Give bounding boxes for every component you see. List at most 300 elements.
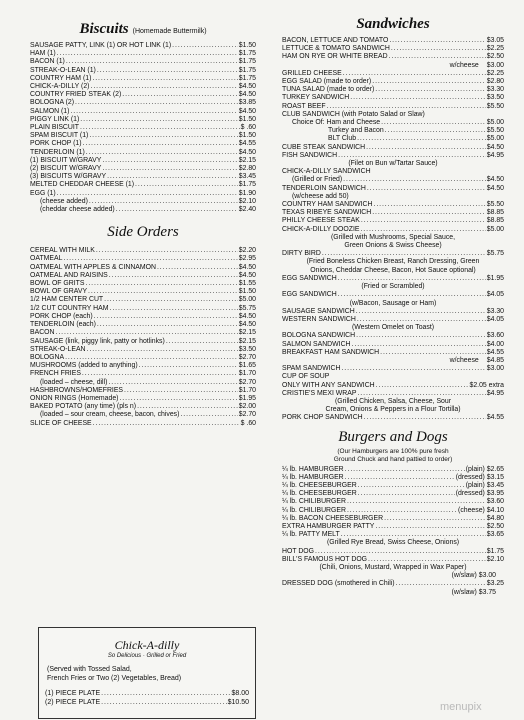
leader-dots (338, 291, 486, 299)
burgers-note (282, 448, 504, 464)
menu-item-name: CLUB SANDWICH (with Potato Salad or Slaw) (282, 110, 425, 118)
menu-item-name: HAM (1) (30, 50, 56, 58)
leader-dots (104, 296, 238, 304)
menu-item-price: $4.05 (486, 291, 504, 299)
menu-item-name: (1) PIECE PLATE (45, 690, 101, 697)
menu-item-name: COUNTRY FRIED STEAK (2) (30, 91, 122, 99)
leader-dots (345, 474, 455, 482)
menu-item-price: $4.50 (238, 148, 256, 156)
menu-item-row (30, 264, 256, 272)
leader-dots (119, 395, 237, 403)
menu-item-row (282, 78, 504, 86)
menu-item-name: Cream, Onions & Peppers in a Flour Tortilla) (325, 406, 461, 414)
menu-item-row (30, 272, 256, 280)
leader-dots (66, 58, 238, 66)
menu-item-row (282, 548, 504, 556)
sandwiches-title: Sandwiches (356, 16, 430, 32)
menu-item-price: $2.25 (486, 45, 504, 53)
menu-item-name: BOLOGNA (2) (30, 99, 75, 107)
menu-item-name: BACON, LETTUCE AND TOMATO (282, 37, 389, 44)
leader-dots (350, 94, 485, 102)
leader-dots (357, 135, 486, 143)
menu-item-name: (1) BISCUIT W/GRAVY (30, 156, 102, 164)
menu-item-price: $1.75 (238, 58, 256, 66)
leader-dots (480, 357, 486, 365)
leader-dots (341, 365, 485, 373)
menu-item-row (30, 247, 256, 255)
menu-item-price: $2.40 (238, 206, 256, 214)
menu-item-row (282, 498, 504, 506)
leader-dots (396, 580, 486, 588)
menu-item-row (30, 379, 256, 387)
leader-dots (343, 176, 486, 184)
menu-item-name: (Filet on Bun w/Tartar Sauce) (348, 160, 438, 168)
menu-item-price: $4.95 (486, 389, 504, 397)
menu-item-price: $4.50 (238, 91, 256, 99)
menu-item-name: OATMEAL WITH APPLES & CINNAMON (30, 263, 156, 271)
leader-dots (360, 226, 485, 234)
menu-item-row (282, 127, 504, 135)
menu-item-price: $2.80 (238, 165, 256, 173)
menu-item-name: ¼ lb. BACON CHEESEBURGER (282, 514, 384, 522)
menu-item-row (45, 698, 249, 707)
menu-item-row (282, 291, 504, 299)
menu-item-row (282, 258, 504, 266)
menu-item-price: $2.00 (238, 403, 256, 411)
menu-item-price: $10.50 (227, 699, 249, 706)
menu-item-price: $3.60 (486, 332, 504, 340)
menu-item-row (30, 83, 256, 91)
burgers-note-line: (Our Hamburgers are 100% pure fresh (337, 447, 449, 455)
leader-dots (389, 53, 486, 61)
menu-item-name: PHILLY CHEESE STEAK (282, 217, 360, 225)
leader-dots (391, 45, 486, 53)
leader-dots (366, 144, 486, 152)
menu-item-name: (w/slaw) $3.75 (451, 588, 496, 596)
leader-dots (480, 62, 486, 70)
leader-dots (172, 42, 238, 50)
leader-dots (315, 548, 486, 556)
leader-dots (139, 362, 238, 370)
menu-item-name: COUNTRY HAM (1) (30, 74, 92, 82)
menu-item-price: $3.00 (486, 61, 504, 69)
menu-item-row (30, 370, 256, 378)
leader-dots (381, 119, 486, 127)
leader-dots (375, 523, 485, 531)
menu-item-row (282, 300, 504, 308)
leader-dots (350, 193, 503, 201)
menu-item-name: BACON (1) (30, 58, 65, 66)
menu-item-name: CRISTIE'S MEXI WRAP (282, 389, 357, 397)
menu-item-row (282, 62, 504, 70)
menu-item-name: (loaded – sour cream, cheese, bacon, chives) (40, 411, 180, 419)
menu-item-name: Choice Of: Ham and Cheese (292, 119, 381, 127)
menu-item-price: $5.50 (486, 201, 504, 209)
menu-item-price: $4.95 (486, 151, 504, 159)
menu-item-row (282, 283, 504, 291)
menu-item-name: (loaded – cheese, dill) (40, 378, 108, 386)
menu-item-price: $4.55 (486, 348, 504, 356)
menu-item-row (282, 341, 504, 349)
menu-item-row (282, 466, 504, 474)
menu-item-row (30, 190, 256, 198)
menu-item-price: $4.50 (238, 263, 256, 271)
menu-item-price: $1.75 (238, 74, 256, 82)
menu-item-price: $5.75 (486, 250, 504, 258)
menu-item-row (30, 346, 256, 354)
leader-dots (57, 190, 238, 198)
menu-item-price: $4.00 (486, 340, 504, 348)
menu-item-name: ¼ lb. CHEESEBURGER (282, 490, 357, 498)
menu-item-name: BOWL OF GRITS (30, 280, 85, 288)
menu-item-name: PORK CHOP (each) (30, 312, 93, 320)
menu-item-name: BREAKFAST HAM SANDWICH (282, 348, 380, 356)
menu-item-name: SPAM BISCUIT (1) (30, 132, 89, 140)
menu-item-name: COUNTRY HAM SANDWICH (282, 201, 373, 209)
menu-item-row (282, 250, 504, 258)
leader-dots (180, 411, 237, 419)
menu-item-price: $3.05 (486, 37, 504, 44)
menu-item-price: $3.60 (486, 498, 504, 506)
menu-item-price: $1.55 (238, 280, 256, 288)
leader-dots (373, 201, 485, 209)
leader-dots (80, 124, 240, 132)
menu-item-price: $4.80 (486, 514, 504, 522)
chickadilly-logo: Chick-A-dilly (114, 638, 180, 652)
menu-item-row (30, 124, 256, 132)
leader-dots (97, 321, 238, 329)
leader-dots (101, 689, 230, 698)
leader-dots (368, 556, 486, 564)
menu-item-price: $ .60 (240, 419, 256, 427)
menu-item-price: (dressed) $3.95 (455, 490, 504, 498)
leader-dots (93, 420, 240, 428)
menu-item-name: (2) PIECE PLATE (45, 699, 101, 706)
menu-item-name: ¼ lb. HAMBURGER (282, 473, 344, 481)
menu-item-name: LETTUCE & TOMATO SANDWICH (282, 45, 390, 53)
menu-item-price: $3.50 (238, 345, 256, 353)
menu-item-price: $ .60 (240, 124, 256, 132)
leader-dots (116, 206, 238, 214)
menu-item-row (30, 338, 256, 346)
menu-item-row (30, 165, 256, 173)
menu-item-row (282, 414, 504, 422)
menu-item-price: $4.55 (238, 140, 256, 148)
menu-item-price: $3.25 (486, 580, 504, 588)
burgers-title: Burgers and Dogs (338, 428, 448, 445)
menu-item-row (30, 403, 256, 411)
menu-item-price: $5.75 (238, 304, 256, 312)
menu-item-row (282, 45, 504, 53)
menu-item-name: PORK CHOP (1) (30, 140, 82, 148)
leader-dots (166, 338, 238, 346)
menu-item-row (282, 226, 504, 234)
menu-item-price: $3.50 (486, 94, 504, 102)
leader-dots (327, 103, 486, 111)
menu-item-name: DRESSED DOG (smothered in Chili) (282, 580, 395, 588)
menu-item-price: $5.50 (486, 102, 504, 110)
menu-item-name: Green Onions & Swiss Cheese) (344, 242, 442, 250)
leader-dots (357, 390, 485, 398)
leader-dots (135, 181, 238, 189)
menu-item-row (282, 308, 504, 316)
menu-item-row (282, 515, 504, 523)
menu-item-row (282, 201, 504, 209)
menu-item-name: CHICK-A-DILLY (2) (30, 83, 90, 91)
side-orders-list (30, 247, 256, 427)
menu-item-price: $2.20 (238, 247, 256, 255)
menu-item-price: $8.85 (486, 217, 504, 225)
menu-item-name: TURKEY SANDWICH (282, 94, 350, 102)
menu-item-price: $1.50 (238, 115, 256, 123)
leader-dots (57, 50, 238, 58)
menu-item-row (282, 119, 504, 127)
menu-item-row (282, 482, 504, 490)
biscuits-title: Biscuits (79, 21, 129, 37)
menu-item-name: (Grilled Chicken, Salsa, Cheese, Sour (334, 397, 452, 405)
menu-item-price: $2.25 (486, 69, 504, 77)
menu-item-price: $1.75 (238, 181, 256, 189)
menu-item-row (30, 362, 256, 370)
menu-item-name: (Grilled or Fried) (292, 176, 343, 184)
menu-item-price: $1.70 (238, 386, 256, 394)
menu-item-name: (Grilled with Mushrooms, Special Sauce, (330, 233, 456, 241)
menu-item-name: PIGGY LINK (1) (30, 115, 80, 123)
menu-item-name: SAUSAGE (link, piggy link, patty or hotlinks) (30, 337, 165, 345)
menu-item-row (30, 50, 256, 58)
menu-item-row (30, 354, 256, 362)
menu-item-price: $8.85 (486, 209, 504, 217)
leader-dots (110, 305, 238, 313)
leader-dots (338, 152, 486, 160)
leader-dots (63, 255, 237, 263)
leader-dots (352, 341, 486, 349)
menu-item-row (282, 217, 504, 225)
menu-item-row (282, 564, 504, 572)
menu-item-name: EXTRA HAMBURGER PATTY (282, 522, 375, 530)
menu-item-row (30, 91, 256, 99)
menu-item-name: BAKED POTATO (any time) (pls n) (30, 403, 137, 411)
menu-item-name: ROAST BEEF (282, 102, 326, 110)
leader-dots (157, 264, 238, 272)
menu-item-row (282, 37, 504, 45)
menu-item-name: EGG SALAD (made to order) (282, 78, 372, 86)
menu-item-price: $4.50 (486, 184, 504, 192)
menu-item-price: $4.55 (486, 414, 504, 422)
menu-item-name: STREAK-O-LEAN (1) (30, 66, 96, 74)
leader-dots (356, 332, 486, 340)
menu-item-name: PORK CHOP SANDWICH (282, 414, 363, 422)
menu-item-row (282, 152, 504, 160)
leader-dots (86, 149, 238, 157)
biscuits-list (30, 42, 256, 214)
menu-item-row (30, 132, 256, 140)
menu-item-row (282, 193, 504, 201)
leader-dots (124, 387, 238, 395)
biscuits-subtitle: (Homemade Buttermilk) (132, 28, 207, 35)
menu-item-row (282, 531, 504, 539)
menu-item-price: $1.50 (238, 132, 256, 140)
menu-item-name: OATMEAL AND RAISINS (30, 271, 108, 279)
menu-item-name: DIRTY BIRD (282, 250, 321, 258)
menu-item-price: $4.05 (486, 315, 504, 323)
chickadilly-description (47, 665, 255, 683)
leader-dots (375, 86, 485, 94)
right-column (282, 0, 504, 597)
menu-item-name: (Western Omelet on Toast) (351, 324, 435, 332)
menu-item-name: SALMON SANDWICH (282, 340, 351, 348)
menu-item-price: $1.95 (238, 394, 256, 402)
menu-item-name: ¼ lb. PATTY MELT (282, 531, 340, 539)
menu-item-price: $5.00 (486, 225, 504, 233)
chickadilly-box (38, 627, 256, 719)
menu-item-row (282, 324, 504, 332)
menu-item-row (282, 398, 504, 406)
leader-dots (367, 185, 486, 193)
menu-item-row (282, 144, 504, 152)
menu-item-row (282, 275, 504, 283)
menu-item-name: (Grilled Rye Bread, Swiss Cheese, Onions) (326, 539, 460, 547)
leader-dots (347, 507, 457, 515)
menu-item-name: HASHBROWNS/HOMEFRIES (30, 386, 124, 394)
menu-item-row (282, 572, 504, 580)
leader-dots (358, 490, 455, 498)
menu-item-row (30, 305, 256, 313)
menu-item-row (30, 75, 256, 83)
menu-item-row (30, 288, 256, 296)
menu-item-row (30, 206, 256, 214)
menu-item-name: (w/Bacon, Sausage or Ham) (349, 299, 437, 307)
menu-item-row (282, 242, 504, 250)
menu-item-price: (plain) $3.45 (465, 481, 504, 489)
menu-item-row (30, 108, 256, 116)
menu-item-row (282, 185, 504, 193)
menu-item-name: Turkey and Bacon (328, 127, 384, 135)
menu-item-row (282, 365, 504, 373)
leader-dots (137, 403, 238, 411)
leader-dots (347, 498, 486, 506)
menu-item-row (30, 420, 256, 428)
leader-dots (384, 515, 486, 523)
menu-item-price: $2.10 (238, 197, 256, 205)
menu-item-name: w/cheese (449, 61, 479, 69)
leader-dots (372, 209, 486, 217)
menu-item-row (282, 556, 504, 564)
menu-item-price: $1.75 (486, 547, 504, 555)
menu-item-name: (cheddar cheese added) (40, 206, 115, 214)
menu-item-row (282, 53, 504, 61)
menu-item-name: SAUSAGE PATTY, LINK (1) OR HOT LINK (1) (30, 42, 172, 49)
leader-dots (108, 379, 237, 387)
menu-item-price: $2.15 (238, 329, 256, 337)
menu-item-name: STREAK-O-LEAN (30, 345, 86, 353)
burgers-list (282, 466, 504, 597)
leader-dots (102, 157, 237, 165)
menu-item-row (30, 116, 256, 124)
menu-item-price: $2.70 (238, 378, 256, 386)
menu-item-price: $2.50 (486, 53, 504, 61)
menu-item-row (30, 42, 256, 50)
leader-dots (102, 165, 237, 173)
menu-item-price: $3.30 (486, 86, 504, 94)
menu-item-name: (2) BISCUIT W/GRAVY (30, 165, 102, 173)
menu-item-price: $4.50 (238, 312, 256, 320)
menu-item-name: HAM ON RYE OR WHITE BREAD (282, 53, 388, 61)
menu-item-row (282, 490, 504, 498)
menu-item-price: (dressed) $3.15 (455, 473, 504, 481)
menu-item-name: BOLOGNA SANDWICH (282, 332, 356, 340)
menu-item-name: (3) BISCUITS W/GRAVY (30, 173, 107, 181)
menu-item-name: ¼ lb. CHEESEBURGER (282, 481, 357, 489)
menu-item-price: $1.50 (238, 288, 256, 296)
menu-item-price: $2.80 (486, 78, 504, 86)
leader-dots (86, 280, 238, 288)
menu-item-row (282, 332, 504, 340)
leader-dots (75, 99, 238, 107)
menu-item-row (30, 67, 256, 75)
leader-dots (90, 83, 237, 91)
menu-item-price: $3.00 (486, 365, 504, 373)
menu-item-name: ¼ lb. CHILIBURGER (282, 506, 346, 514)
menu-item-row (282, 406, 504, 414)
menu-item-row (282, 539, 504, 547)
menu-item-price: $1.70 (238, 370, 256, 378)
leader-dots (330, 373, 503, 381)
menu-item-row (30, 157, 256, 165)
menu-item-row (30, 198, 256, 206)
menu-item-price: $3.30 (486, 307, 504, 315)
menu-item-row (30, 313, 256, 321)
menu-item-price: $2.70 (238, 411, 256, 419)
menu-item-name: SLICE OF CHEESE (30, 419, 92, 427)
left-column (30, 0, 256, 428)
leader-dots (376, 382, 469, 390)
menu-item-name: Onions, Cheddar Cheese, Bacon, Hot Sauce optional) (310, 266, 476, 274)
menu-item-row (282, 111, 504, 119)
leader-dots (97, 67, 238, 75)
menu-item-row (30, 173, 256, 181)
menu-item-name: EGG (1) (30, 189, 56, 197)
menu-item-price: (cheese) $4.10 (458, 506, 504, 514)
watermark: menupix (440, 701, 482, 713)
leader-dots (343, 70, 486, 78)
leader-dots (70, 108, 237, 116)
menu-item-price: $2.15 (238, 337, 256, 345)
menu-item-row (30, 296, 256, 304)
menu-item-name: (Fried or Scrambled) (361, 283, 425, 291)
menu-item-row (30, 149, 256, 157)
leader-dots (497, 589, 503, 597)
menu-item-name: ONION RINGS (Homemade) (30, 394, 119, 402)
menu-item-price: $3.65 (486, 531, 504, 539)
menu-item-name: PLAIN BISCUIT (30, 124, 80, 132)
menu-item-name: CHICK-A-DILLY SANDWICH (282, 168, 371, 176)
leader-dots (389, 37, 485, 45)
menu-item-row (30, 255, 256, 263)
menu-item-name: ¼ lb. HAMBURGER (282, 465, 344, 473)
menu-item-name: CUBE STEAK SANDWICH (282, 143, 366, 151)
menu-item-row (282, 474, 504, 482)
menu-item-name: FRENCH FRIES (30, 370, 81, 378)
menu-item-row (282, 168, 504, 176)
leader-dots (88, 288, 238, 296)
menu-item-price: (plain) $2.65 (465, 465, 504, 473)
menu-item-price: $2.10 (486, 555, 504, 563)
menu-item-price: $1.95 (486, 274, 504, 282)
menu-item-row (282, 316, 504, 324)
menu-item-name: OATMEAL (30, 255, 63, 263)
menu-item-price: $5.50 (486, 127, 504, 135)
